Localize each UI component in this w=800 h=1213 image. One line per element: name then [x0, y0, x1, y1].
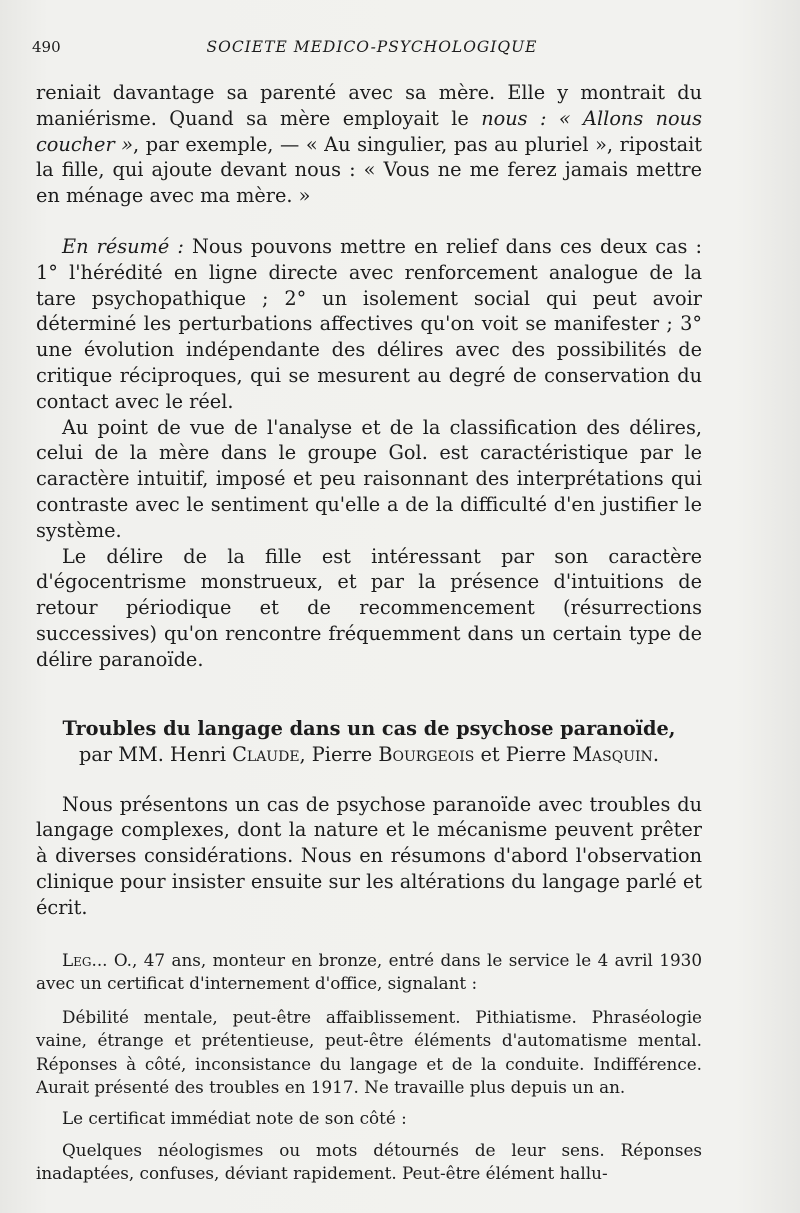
paragraph-continuation — [36, 80, 702, 209]
page-body — [36, 80, 702, 1186]
author-name: Bourgeois — [378, 742, 475, 766]
paragraph-summary — [36, 234, 702, 415]
authors-suffix: . — [652, 742, 659, 766]
article-heading — [36, 716, 702, 768]
article-authors — [36, 742, 702, 768]
emphasis-text: nous : « Allons nous coucher » — [36, 106, 702, 156]
certificate-quote-2: Quelques néologismes ou mots détournés de leur sens. Réponses inadaptées, confuses, déviant rapidement. Peut-être élément hallu- — [36, 1139, 702, 1184]
emphasis-text: En résumé : — [62, 234, 184, 258]
authors-prefix: par MM. Henri — [79, 742, 233, 766]
article-intro: Nous présentons un cas de psychose paranoïde avec troubles du langage complexes, dont la nature et le mécanisme peuvent prêter à diverses considérations. Nous en résumons d'abord l'observation clinique pour insister ensuite sur les altérations du langage parlé et écrit. — [36, 792, 702, 919]
author-name: Claude — [232, 742, 300, 766]
patient-name: Leg... — [62, 949, 108, 970]
authors-separator: et Pierre — [474, 742, 573, 766]
page-header — [32, 38, 740, 62]
certificate-quote: Débilité mentale, peut-être affaiblissement. Pithiatisme. Phraséologie vaine, étrange et prétentieuse, peut-être éléments d'automatisme mental. Réponses à côté, inconsistance du langage et de la conduite. Indifférence. Aurait présenté des troubles en 1917. Ne travaille plus depuis un an. — [36, 1006, 702, 1098]
page-number: 490 — [32, 38, 61, 56]
article-title: Troubles du langage dans un cas de psychose paranoïde, — [62, 716, 676, 740]
paragraph-text: O., 47 ans, monteur en bronze, entré dans le service le 4 avril 1930 avec un certificat d'internement d'office, signalant : — [36, 949, 702, 994]
paragraph-daughter-delusion: Le délire de la fille est intéressant par son caractère d'égocentrisme monstrueux, et par la présence d'intuitions de retour périodique et de recommencement (résurrections successives) qu'on rencontre fréquemment dans un certain type de délire paranoïde. — [36, 544, 702, 671]
paragraph-text: reniait davantage sa parenté avec sa mère. Elle y montrait du maniérisme. Quand sa mère employait le — [36, 81, 702, 130]
paragraph-classification: Au point de vue de l'analyse et de la classification des délires, celui de la mère dans le groupe Gol. est caractéristique par le caractère intuitif, imposé et peu raisonnant des interprétations qui contraste avec le sentiment qu'elle a de la difficulté d'en justifier le système. — [36, 415, 702, 542]
running-head: SOCIETE MEDICO-PSYCHOLOGIQUE — [206, 38, 538, 56]
authors-separator: , Pierre — [299, 742, 379, 766]
author-name: Masquin — [572, 742, 653, 766]
certificate-intro: Le certificat immédiat note de son côté : — [62, 1108, 407, 1129]
paragraph-text: Nous pouvons mettre en relief dans ces deux cas : 1° l'hérédité en ligne directe avec renforcement analogue de la tare psychopathique ; 2° un isolement social qui peut avoir déterminé les perturbations affectives qu'on voit se manifester ; 3° une évolution indépendante des délires avec des possibilités de critique réciproques, qui se mesurent au degré de conservation du contact avec le réel. — [36, 234, 702, 413]
paragraph-text: , par exemple, — « Au singulier, pas au pluriel », ripostait la fille, qui ajoute devant nous : « Vous ne me ferez jamais mettre en ménage avec ma mère. » — [36, 132, 702, 208]
observation-intro — [36, 949, 702, 996]
